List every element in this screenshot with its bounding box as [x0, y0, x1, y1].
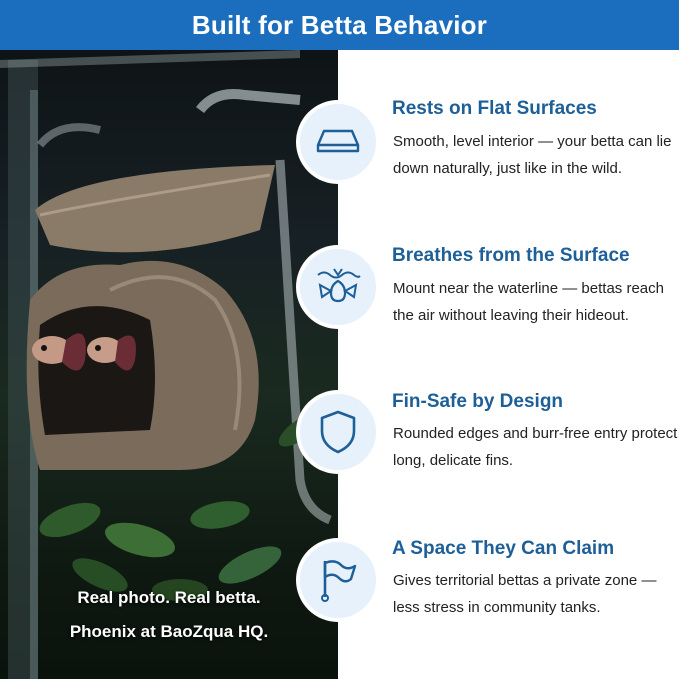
- flag-icon: [317, 557, 359, 603]
- feature-description: Gives territorial bettas a private zone — less stress in community tanks.: [393, 572, 657, 616]
- feature-description: Mount near the waterline — bettas reach the air without leaving their hideout.: [393, 280, 664, 324]
- flat-surface-icon: [316, 127, 360, 157]
- shield-icon: [318, 409, 358, 455]
- feature-icon-circle: [296, 245, 380, 329]
- feature-list: [338, 50, 679, 679]
- feature-icon-circle: [296, 100, 380, 184]
- feature-description: Smooth, level interior — your betta can lie down naturally, just like in the wild.: [393, 133, 672, 177]
- feature-title: Rests on Flat Surfaces: [392, 98, 597, 119]
- feature-title: Breathes from the Surface: [392, 245, 630, 266]
- photo-caption-line1: Real photo. Real betta.: [77, 588, 261, 607]
- aquarium-illustration: [0, 50, 338, 679]
- surface-breathing-icon: [314, 267, 362, 307]
- photo-caption-line2: Phoenix at BaoZqua HQ.: [69, 622, 269, 641]
- header-banner: [0, 0, 679, 50]
- feature-description: Rounded edges and burr-free entry protect long, delicate fins.: [393, 425, 678, 469]
- feature-title: A Space They Can Claim: [392, 538, 615, 559]
- product-photo: [0, 50, 338, 679]
- feature-title: Fin-Safe by Design: [392, 391, 564, 412]
- feature-icon-circle: [296, 538, 380, 622]
- feature-icon-circle: [296, 390, 380, 474]
- page-title: Built for Betta Behavior: [191, 9, 488, 40]
